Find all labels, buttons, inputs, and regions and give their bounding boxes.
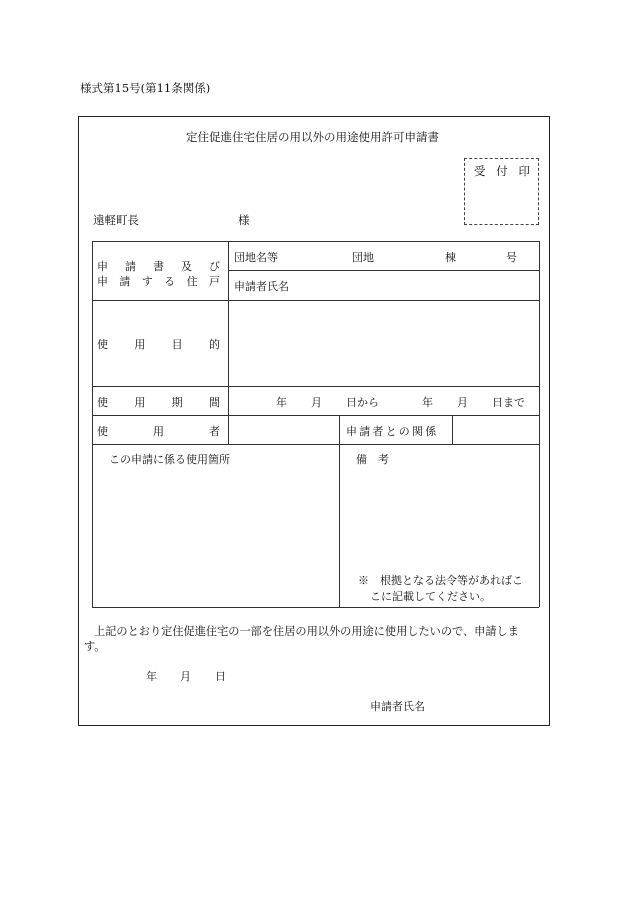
date-day: 日 [215, 670, 226, 683]
period-year-from: 年 [276, 396, 287, 409]
signature-label: 申請者氏名 [370, 700, 425, 713]
relation-label: 申請者との関係 [346, 425, 439, 438]
complex-unit-label: 団地 [352, 251, 374, 264]
date-month: 月 [180, 670, 191, 683]
form-title: 定住促進住宅住居の用以外の用途使用許可申請書 [186, 130, 439, 144]
period-year-to: 年 [422, 396, 433, 409]
remarks-label: 備 考 [356, 453, 389, 466]
relation-field[interactable] [453, 416, 538, 443]
purpose-label: 使 用 目 的 [97, 338, 220, 351]
remarks-note-line2: こに記載してください。 [370, 590, 491, 603]
purpose-field[interactable] [229, 301, 538, 385]
period-day-from: 日から [346, 396, 379, 409]
addressee-name: 遠軽町長 [93, 213, 139, 227]
declaration-line2: す。 [84, 640, 106, 653]
addressee-honorific: 様 [238, 213, 250, 227]
period-month-from: 月 [311, 396, 322, 409]
user-label: 使 用 者 [97, 425, 220, 438]
remarks-note-line1: ※ 根拠となる法令等があればこ [358, 574, 523, 587]
period-label: 使 用 期 間 [97, 396, 220, 409]
applicant-name-label: 申請者氏名 [234, 280, 289, 293]
user-field[interactable] [229, 416, 338, 443]
stamp-label: 受 付 印 [474, 164, 530, 178]
number-unit-label: 号 [506, 251, 517, 264]
building-unit-label: 棟 [445, 251, 456, 264]
location-field[interactable] [93, 470, 338, 606]
complex-name-label: 団地名等 [234, 251, 278, 264]
location-label: この申請に係る使用箇所 [109, 453, 230, 466]
residence-label-line1: 申 請 書 及 び [97, 260, 220, 273]
period-day-to: 日まで [492, 396, 525, 409]
date-year: 年 [146, 670, 157, 683]
declaration-line1: 上記のとおり定住促進住宅の一部を住居の用以外の用途に使用したいので、申請しま [94, 625, 519, 638]
period-month-to: 月 [457, 396, 468, 409]
form-number-label: 様式第15号(第11条関係) [80, 81, 211, 95]
residence-label-line2: 申 請 す る 住 戸 [97, 275, 220, 288]
